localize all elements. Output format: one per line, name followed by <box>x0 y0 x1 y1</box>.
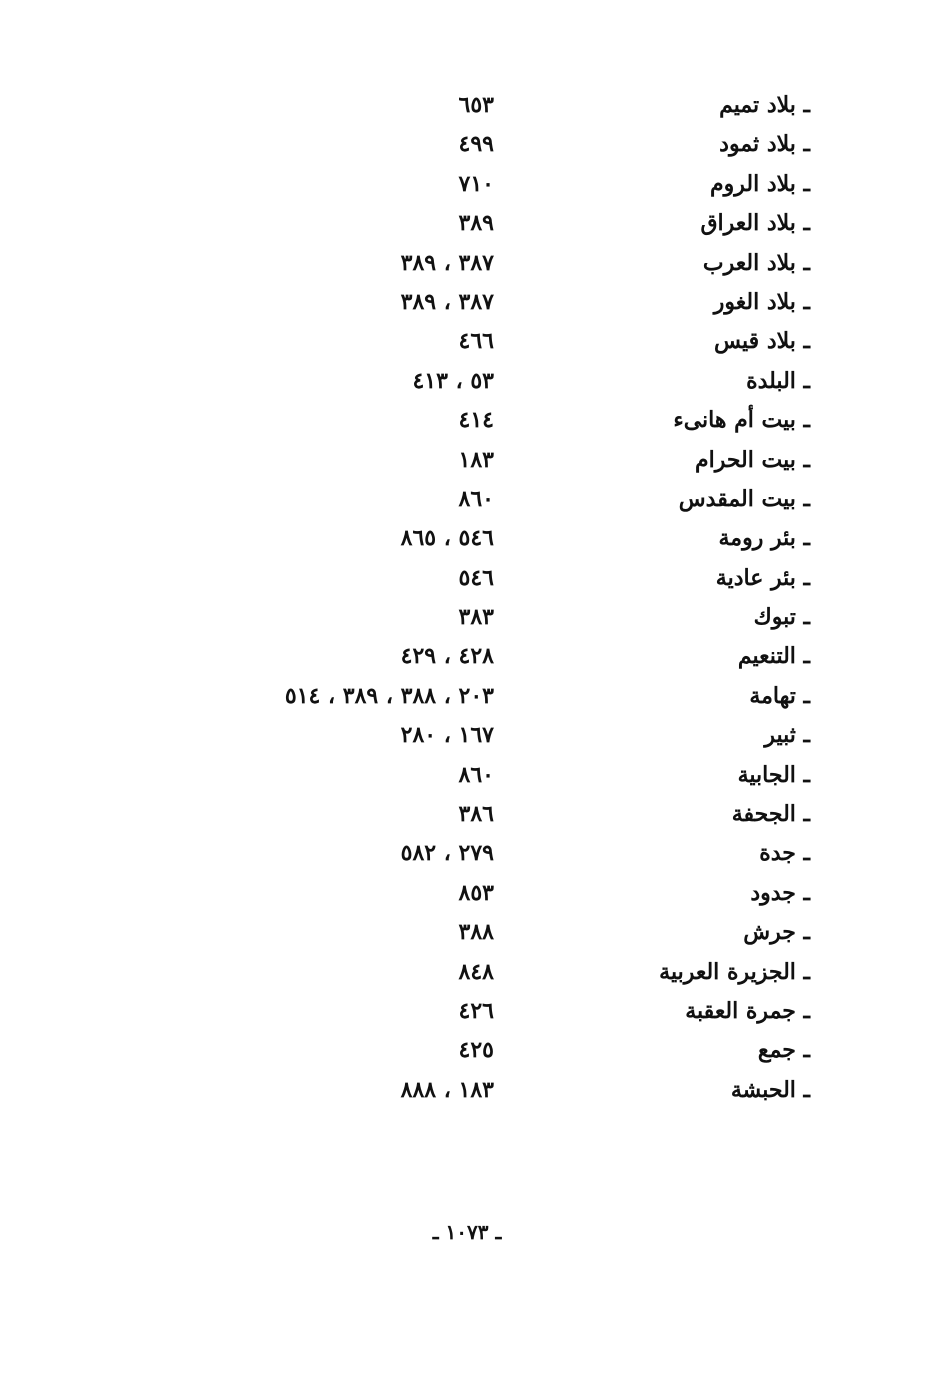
entry-name: ـ الجحفة <box>731 801 810 828</box>
entry-pages: ١٨٣ ، ٨٨٨ <box>400 1076 494 1103</box>
index-entry <box>0 403 934 442</box>
entry-pages: ٨٥٣ <box>458 879 494 906</box>
index-entry <box>0 443 934 482</box>
entry-name: ـ بيت أم هانىء <box>673 407 810 434</box>
index-entry <box>0 994 934 1033</box>
entry-pages: ٣٨٧ ، ٣٨٩ <box>400 288 494 315</box>
entry-name: ـ ثبير <box>764 722 810 749</box>
entry-pages: ٧١٠ <box>458 170 494 197</box>
entry-pages: ٣٨٣ <box>458 604 494 631</box>
entry-pages: ٦٥٣ <box>458 92 494 118</box>
entry-pages: ٥٤٦ ، ٨٦٥ <box>400 525 494 552</box>
entry-name: ـ الجابية <box>737 761 810 788</box>
entry-pages: ٤٦٦ <box>458 328 494 355</box>
index-entry <box>0 718 934 757</box>
index-entry <box>0 88 934 127</box>
entry-name: ـ بلاد قيس <box>713 328 810 355</box>
index-entry <box>0 127 934 166</box>
entry-name: ـ بئر رومة <box>718 525 810 552</box>
index-entry <box>0 521 934 560</box>
index-entry <box>0 639 934 678</box>
entry-pages: ١٨٣ <box>458 446 494 473</box>
entry-name: ـ جمرة العقبة <box>685 997 810 1024</box>
index-entry <box>0 679 934 718</box>
entry-pages: ٨٦٠ <box>458 485 494 512</box>
entry-name: ـ بلاد ثمود <box>719 131 810 158</box>
entry-name: ـ البلدة <box>746 367 810 394</box>
index-entry <box>0 836 934 875</box>
entry-name: ـ جرش <box>743 919 810 946</box>
entry-pages: ٨٤٨ <box>458 958 494 985</box>
entry-name: ـ تبوك <box>753 604 810 631</box>
entry-name: ـ بئر عادية <box>715 564 810 591</box>
index-entry <box>0 915 934 954</box>
entry-name: ـ بلاد الروم <box>709 170 810 197</box>
entry-name: ـ بيت المقدس <box>678 485 810 512</box>
index-entry <box>0 246 934 285</box>
index-entry <box>0 1033 934 1072</box>
place-index-list <box>0 88 934 1112</box>
index-entry <box>0 758 934 797</box>
index-entry <box>0 364 934 403</box>
entry-name: ـ جدة <box>759 840 810 867</box>
entry-pages: ٣٨٦ <box>458 801 494 828</box>
entry-name: ـ بيت الحرام <box>694 446 810 473</box>
entry-pages: ٤١٤ <box>458 407 494 434</box>
entry-name: ـ بلاد العراق <box>700 210 810 237</box>
index-entry <box>0 285 934 324</box>
entry-pages: ٤٢٦ <box>458 997 494 1024</box>
entry-name: ـ التنعيم <box>737 643 810 670</box>
entry-pages: ٣٨٩ <box>458 210 494 237</box>
entry-name: ـ بلاد العرب <box>702 249 810 276</box>
entry-pages: ٣٨٨ <box>458 919 494 946</box>
entry-pages: ٢٠٣ ، ٣٨٨ ، ٣٨٩ ، ٥١٤ <box>284 682 494 709</box>
entry-name: ـ الحبشة <box>730 1076 810 1103</box>
entry-pages: ٤٩٩ <box>458 131 494 158</box>
index-entry <box>0 324 934 363</box>
entry-pages: ٨٦٠ <box>458 761 494 788</box>
index-entry <box>0 482 934 521</box>
entry-name: ـ بلاد تميم <box>719 92 810 118</box>
entry-name: ـ بلاد الغور <box>713 288 810 315</box>
entry-pages: ١٦٧ ، ٢٨٠ <box>400 722 494 749</box>
index-entry <box>0 561 934 600</box>
index-entry <box>0 1073 934 1112</box>
index-entry <box>0 797 934 836</box>
index-entry <box>0 876 934 915</box>
index-entry <box>0 600 934 639</box>
index-entry <box>0 167 934 206</box>
entry-pages: ٤٢٨ ، ٤٢٩ <box>400 643 494 670</box>
index-entry <box>0 955 934 994</box>
entry-name: ـ تهامة <box>749 682 810 709</box>
entry-name: ـ الجزيرة العربية <box>659 958 810 985</box>
entry-pages: ٤٢٥ <box>458 1037 494 1064</box>
page-number: ـ ١٠٧٣ ـ <box>432 1220 502 1244</box>
entry-name: ـ جدود <box>750 879 810 906</box>
entry-name: ـ جمع <box>757 1037 810 1064</box>
index-entry <box>0 206 934 245</box>
entry-pages: ٣٨٧ ، ٣٨٩ <box>400 249 494 276</box>
entry-pages: ٥٤٦ <box>458 564 494 591</box>
entry-pages: ٢٧٩ ، ٥٨٢ <box>400 840 494 867</box>
entry-pages: ٥٣ ، ٤١٣ <box>412 367 494 394</box>
